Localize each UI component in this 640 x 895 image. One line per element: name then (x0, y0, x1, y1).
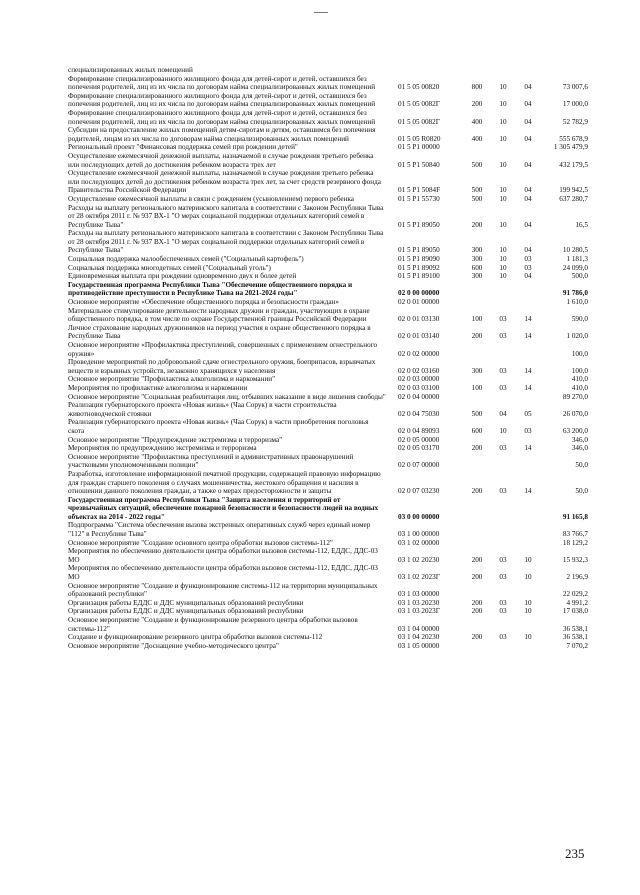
amount: 2 196,9 (566, 573, 588, 582)
subsection-code: 04 (524, 134, 532, 143)
section-code: 03 (499, 607, 507, 616)
item-name: Основное мероприятие "Создание и функционирование резервного центра обработки вызовов системы-112" (68, 616, 358, 633)
item-name: Проведение мероприятий по добровольной сдаче огнестрельного оружия, боеприпасов, взрывчатых веществ и взрывных устройств, незаконно хранящихся у населения (68, 358, 376, 375)
table-row (68, 358, 588, 375)
table-row (68, 642, 588, 651)
classification-code: 01 5 P1 89100 (398, 272, 440, 281)
subsection-code: 04 (524, 272, 532, 281)
item-name: Основное мероприятие "Предупреждение экстремизма и терроризма" (68, 435, 283, 444)
table-row (68, 126, 588, 143)
classification-code: 03 1 02 2023Г (398, 573, 440, 582)
item-name: Основное мероприятие "Создание основного центра обработки вызовов системы-112" (68, 538, 333, 547)
table-row (68, 75, 588, 92)
section-code: 03 (499, 633, 507, 642)
table-row (68, 607, 588, 616)
table-row (68, 375, 588, 384)
expense-type: 200 (471, 332, 483, 341)
budget-table (68, 66, 588, 650)
classification-code: 03 1 03 00000 (398, 590, 440, 599)
section-code: 10 (499, 246, 507, 255)
subsection-code: 14 (524, 383, 532, 392)
classification-code: 01 5 P1 5084F (398, 186, 441, 195)
table-row (68, 341, 588, 358)
section-code: 03 (499, 315, 507, 324)
classification-code: 02 0 04 00000 (398, 392, 440, 401)
table-row (68, 143, 588, 152)
amount: 17 038,0 (562, 607, 588, 616)
subsection-code: 14 (524, 366, 532, 375)
classification-code: 03 1 03 20230 (398, 598, 440, 607)
subsection-code: 10 (524, 598, 532, 607)
expense-type: 200 (471, 555, 483, 564)
subsection-code: 04 (524, 186, 532, 195)
section-code: 10 (499, 134, 507, 143)
amount: 50,0 (575, 487, 588, 496)
classification-code: 02 0 01 03130 (398, 315, 440, 324)
item-name: Реализация губернаторского проекта «Новая жизнь» (Чаа Сорук) в части приобретения поголовья скота (68, 418, 369, 435)
classification-code: 03 1 02 00000 (398, 538, 440, 547)
item-name: Основное мероприятие «Обеспечение общественного порядка и безопасности граждан» (68, 298, 339, 307)
amount: 410,0 (571, 383, 588, 392)
amount: 500,0 (571, 272, 588, 281)
amount: 18 129,2 (562, 538, 588, 547)
classification-code: 03 1 04 00000 (398, 624, 440, 633)
amount: 52 782,9 (562, 117, 588, 126)
table-row (68, 436, 588, 445)
subsection-code: 10 (524, 633, 532, 642)
table-row (68, 521, 588, 538)
item-name: Основное мероприятие "Социальная реабилитация лиц, отбывших наказание в виде лишения свободы" (68, 392, 386, 401)
section-code: 10 (499, 220, 507, 229)
expense-type: 100 (471, 383, 483, 392)
classification-code: 03 0 00 00000 (398, 512, 440, 521)
amount: 36 538,1 (562, 633, 588, 642)
item-name: Основное мероприятие "Профилактика алкоголизма и наркомании" (68, 375, 276, 384)
item-name: Мероприятия по предупреждению экстремизма и терроризма (68, 444, 257, 453)
section-code: 10 (499, 100, 507, 109)
subsection-code: 04 (524, 246, 532, 255)
classification-code: 01 5 05 0082Г (398, 100, 440, 109)
expense-type: 300 (471, 246, 483, 255)
classification-code: 01 5 P1 89092 (398, 263, 440, 272)
table-row (68, 229, 588, 255)
table-row (68, 539, 588, 548)
amount: 1 305 479,9 (553, 143, 588, 152)
section-code: 03 (499, 487, 507, 496)
expense-type: 200 (471, 607, 483, 616)
classification-code: 03 1 03 2023Г (398, 607, 440, 616)
table-row (68, 195, 588, 204)
subsection-code: 10 (524, 573, 532, 582)
expense-type: 500 (471, 186, 483, 195)
item-name: Расходы на выплату регионального материнского капитала в соответствии с Законом Республики Тыва от 28 октября 2011 г. № 937 ВХ-1 "О мерах социальной поддержки отдельных категорий семей в Республике Тыва" (68, 229, 384, 255)
classification-code: 03 1 04 20230 (398, 633, 440, 642)
classification-code: 01 5 P1 50840 (398, 160, 440, 169)
item-name: Материальное стимулирование деятельности народных дружин и граждан, участвующих в охране общественного порядка, в том числе по охране Государственной границы Российской Федерации (68, 306, 370, 324)
table-row (68, 444, 588, 453)
classification-code: 02 0 07 00000 (398, 461, 440, 470)
expense-type: 200 (471, 487, 483, 496)
subsection-code: 03 (524, 255, 532, 264)
section-code: 10 (499, 117, 507, 126)
subsection-code: 10 (524, 555, 532, 564)
amount: 26 070,0 (562, 409, 588, 418)
table-row (68, 169, 588, 195)
item-name: Мероприятия по обеспечению деятельности центра обработки вызовов системы-112, ЕДДС, ДДС-03 МО (68, 564, 378, 582)
item-name: Формирование специализированного жилищного фонда для детей-сирот и детей, оставшихся без попечения родителей, лиц из их числа по договорам найма специализированных жилых помещений (68, 91, 376, 109)
classification-code: 03 1 05 00000 (398, 641, 440, 650)
amount: 10 280,5 (562, 246, 588, 255)
item-name: Формирование специализированного жилищного фонда для детей-сирот и детей, оставшихся без попечения родителей, лиц из их числа по договорам найма специализированных жилых помещений (68, 108, 376, 126)
table-row (68, 547, 588, 564)
amount: 16,5 (575, 220, 588, 229)
section-code: 10 (499, 272, 507, 281)
table-row (68, 582, 588, 599)
classification-code: 01 5 P1 89050 (398, 220, 440, 229)
amount: 410,0 (571, 375, 588, 384)
table-row (68, 453, 588, 470)
amount: 91 786,0 (562, 289, 588, 298)
table-row (68, 307, 588, 324)
expense-type: 500 (471, 194, 483, 203)
table-row (68, 384, 588, 393)
table-row (68, 264, 588, 273)
amount: 73 007,6 (562, 83, 588, 92)
subsection-code: 04 (524, 83, 532, 92)
item-name: Организация работы ЕДДС и ДДС муниципальных образований республики (68, 598, 304, 607)
expense-type: 500 (471, 160, 483, 169)
item-name: Личное страхование народных дружинников на период участия в охране общественного порядка в Республике Тыва (68, 323, 371, 341)
item-name: Формирование специализированного жилищного фонда для детей-сирот и детей, оставшихся без попечения родителей, лиц из их числа по договорам найма специализированных жилых помещений (68, 74, 376, 92)
classification-code: 01 5 05 0082Г (398, 117, 440, 126)
subsection-code: 10 (524, 607, 532, 616)
subsection-code: 04 (524, 220, 532, 229)
item-name: Осуществление ежемесячной выплаты в связи с рождением (усыновлением) первого ребенка (68, 194, 354, 203)
section-code: 03 (499, 598, 507, 607)
expense-type: 200 (471, 220, 483, 229)
item-name: Основное мероприятие "Доснащение учебно-методического центра" (68, 641, 279, 650)
amount: 50,0 (575, 461, 588, 470)
subsection-code: 03 (524, 426, 532, 435)
classification-code: 01 5 P1 89090 (398, 255, 440, 264)
table-row (68, 152, 588, 169)
classification-code: 02 0 01 00000 (398, 298, 440, 307)
subsection-code: 14 (524, 487, 532, 496)
classification-code: 01 5 05 R0820 (398, 134, 441, 143)
amount: 36 538,1 (562, 624, 588, 633)
section-code: 03 (499, 555, 507, 564)
amount: 4 991,2 (566, 598, 588, 607)
expense-type: 200 (471, 573, 483, 582)
item-name: Региональный проект "Финансовая поддержка семей при рождении детей" (68, 143, 298, 152)
item-name: Субсидии на предоставление жилых помещений детям-сиротам и детям, оставшимся без попечения родителей, лицам из их числа по договорам найма специализированных жилых помещений (68, 126, 376, 143)
table-row (68, 616, 588, 633)
item-name: Создание и функционирование резервного центра обработки вызовов системы-112 (68, 633, 323, 642)
item-name: Подпрограмма "Система обеспечения вызова экстренных оперативных служб через единый номер "112" в Республике Тыва" (68, 521, 371, 539)
amount: 1 610,0 (566, 298, 588, 307)
expense-type: 300 (471, 366, 483, 375)
amount: 89 270,0 (562, 392, 588, 401)
table-row (68, 496, 588, 522)
table-row (68, 418, 588, 435)
subsection-code: 04 (524, 160, 532, 169)
subsection-code: 04 (524, 194, 532, 203)
expense-type: 400 (471, 117, 483, 126)
subsection-code: 03 (524, 263, 532, 272)
item-name: Основное мероприятие "Создание и функционирование системы-112 на территории муниципальных образований республики" (68, 581, 378, 599)
amount: 432 179,5 (559, 160, 588, 169)
item-name: Социальная поддержка малообеспеченных семей ("Социальный картофель") (68, 255, 304, 264)
table-row (68, 66, 588, 75)
expense-type: 600 (471, 263, 483, 272)
section-code: 03 (499, 366, 507, 375)
classification-code: 02 0 04 75030 (398, 409, 440, 418)
item-name: Осуществление ежемесячной денежной выплаты, назначаемой в случае рождения третьего ребенка или последующих детей до достижения ребенком возраста трех лет, за счет средств резервного фонда Правительства Российской Федерации (68, 169, 381, 195)
amount: 637 280,7 (559, 194, 588, 203)
item-name: Мероприятия по обеспечению деятельности центра обработки вызовов системы-112, ЕДДС, ДДС-03 МО (68, 547, 378, 564)
expense-type: 200 (471, 598, 483, 607)
amount: 7 070,2 (566, 641, 588, 650)
item-name: Единовременная выплата при рождении одновременно двух и более детей (68, 272, 297, 281)
expense-type: 600 (471, 426, 483, 435)
subsection-code: 14 (524, 444, 532, 453)
page-number: 235 (565, 846, 585, 861)
table-row (68, 564, 588, 581)
expense-type: 500 (471, 409, 483, 418)
item-name: Основное мероприятие «Профилактика преступлений, совершенных с применением огнестрельного оружия» (68, 341, 378, 358)
section-code: 10 (499, 263, 507, 272)
amount: 22 029,2 (562, 590, 588, 599)
subsection-code: 04 (524, 117, 532, 126)
subsection-code: 14 (524, 332, 532, 341)
section-code: 03 (499, 573, 507, 582)
item-name: Организация работы ЕДДС и ДДС муниципальных образований республики (68, 607, 304, 616)
section-code: 03 (499, 444, 507, 453)
table-row (68, 204, 588, 230)
expense-type: 200 (471, 633, 483, 642)
classification-code: 02 0 03 03100 (398, 383, 440, 392)
section-code: 10 (499, 194, 507, 203)
table-row (68, 298, 588, 307)
item-name: Государственная программа Республики Тыва "Защита населения и территорий от чрезвычайных ситуаций, обеспечение пожарной безопасности и безопасности людей на водных объектах на 2014 - 2022 годы" (68, 495, 379, 521)
table-row (68, 599, 588, 608)
amount: 100,0 (571, 366, 588, 375)
table-row (68, 633, 588, 642)
expense-type: 100 (471, 315, 483, 324)
expense-type: 300 (471, 272, 483, 281)
amount: 346,0 (571, 435, 588, 444)
amount: 555 678,9 (559, 134, 588, 143)
amount: 63 200,0 (562, 426, 588, 435)
table-row (68, 401, 588, 418)
subsection-code: 14 (524, 315, 532, 324)
table-row (68, 324, 588, 341)
table-row (68, 109, 588, 126)
classification-code: 01 5 P1 55730 (398, 194, 440, 203)
section-code: 03 (499, 383, 507, 392)
classification-code: 03 1 00 00000 (398, 530, 440, 539)
item-name: Основное мероприятие "Профилактика преступлений и административных правонарушений участковыми уполномоченными полиции" (68, 452, 354, 470)
item-name: специализированных жилых помещений (68, 66, 193, 74)
subsection-code: 05 (524, 409, 532, 418)
item-name: Государственная программа Республики Тыва "Обеспечение общественного порядка и противодействие преступности в Республике Тыва на 2021-2024 годы" (68, 280, 353, 298)
expense-type: 200 (471, 444, 483, 453)
item-name: Разработка, изготовление информационной печатной продукции, содержащей правовую информацию для граждан старшего поколения о случаях мошенничества, жестокого обращения и насилия в отношении данного поколения граждан, а также о мерах предосторожности и защиты (68, 469, 381, 496)
expense-type: 200 (471, 100, 483, 109)
table-row (68, 470, 588, 496)
classification-code: 02 0 01 03140 (398, 332, 440, 341)
table-row (68, 393, 588, 402)
classification-code: 03 1 02 20230 (398, 555, 440, 564)
section-code: 10 (499, 83, 507, 92)
classification-code: 02 0 02 03160 (398, 366, 440, 375)
classification-code: 02 0 02 00000 (398, 349, 440, 358)
amount: 1 020,0 (566, 332, 588, 341)
section-code: 10 (499, 160, 507, 169)
classification-code: 02 0 07 03230 (398, 487, 440, 496)
classification-code: 02 0 05 00000 (398, 435, 440, 444)
amount: 199 942,5 (559, 186, 588, 195)
item-name: Осуществление ежемесячной денежной выплаты, назначаемой в случае рождения третьего ребенка или последующих детей до достижения ребенком возраста трех лет (68, 151, 374, 169)
classification-code: 02 0 04 89093 (398, 426, 440, 435)
classification-code: 02 0 03 00000 (398, 375, 440, 384)
amount: 590,0 (571, 315, 588, 324)
table-row (68, 281, 588, 298)
amount: 24 099,0 (562, 263, 588, 272)
amount: 1 181,3 (566, 255, 588, 264)
expense-type: 400 (471, 134, 483, 143)
table-row (68, 92, 588, 109)
amount: 17 000,0 (562, 100, 588, 109)
table-row (68, 255, 588, 264)
section-code: 10 (499, 255, 507, 264)
top-dash-mark (314, 12, 328, 13)
amount: 83 766,7 (562, 530, 588, 539)
expense-type: 300 (471, 255, 483, 264)
item-name: Расходы на выплату регионального материнского капитала в соответствии с Законом Республики Тыва от 28 октября 2011 г. № 937 ВХ-1 "О мерах социальной поддержки отдельных категорий семей в Республике Тыва" (68, 203, 384, 229)
subsection-code: 04 (524, 100, 532, 109)
amount: 91 165,8 (562, 512, 588, 521)
section-code: 04 (499, 409, 507, 418)
section-code: 03 (499, 332, 507, 341)
classification-code: 02 0 05 03170 (398, 444, 440, 453)
expense-type: 800 (471, 83, 483, 92)
section-code: 10 (499, 186, 507, 195)
amount: 100,0 (571, 349, 588, 358)
item-name: Мероприятия по профилактике алкоголизма и наркомании (68, 383, 248, 392)
classification-code: 02 0 00 00000 (398, 289, 440, 298)
amount: 346,0 (571, 444, 588, 453)
classification-code: 01 5 P1 89050 (398, 246, 440, 255)
item-name: Реализация губернаторского проекта «Новая жизнь» (Чаа Сорук) в части строительства животноводческой стоянки (68, 401, 337, 418)
section-code: 10 (499, 426, 507, 435)
table-row (68, 272, 588, 281)
amount: 15 932,3 (562, 555, 588, 564)
classification-code: 01 5 05 00820 (398, 83, 440, 92)
classification-code: 01 5 P1 00000 (398, 143, 440, 152)
item-name: Социальная поддержка многодетных семей ("Социальный уголь") (68, 263, 271, 272)
